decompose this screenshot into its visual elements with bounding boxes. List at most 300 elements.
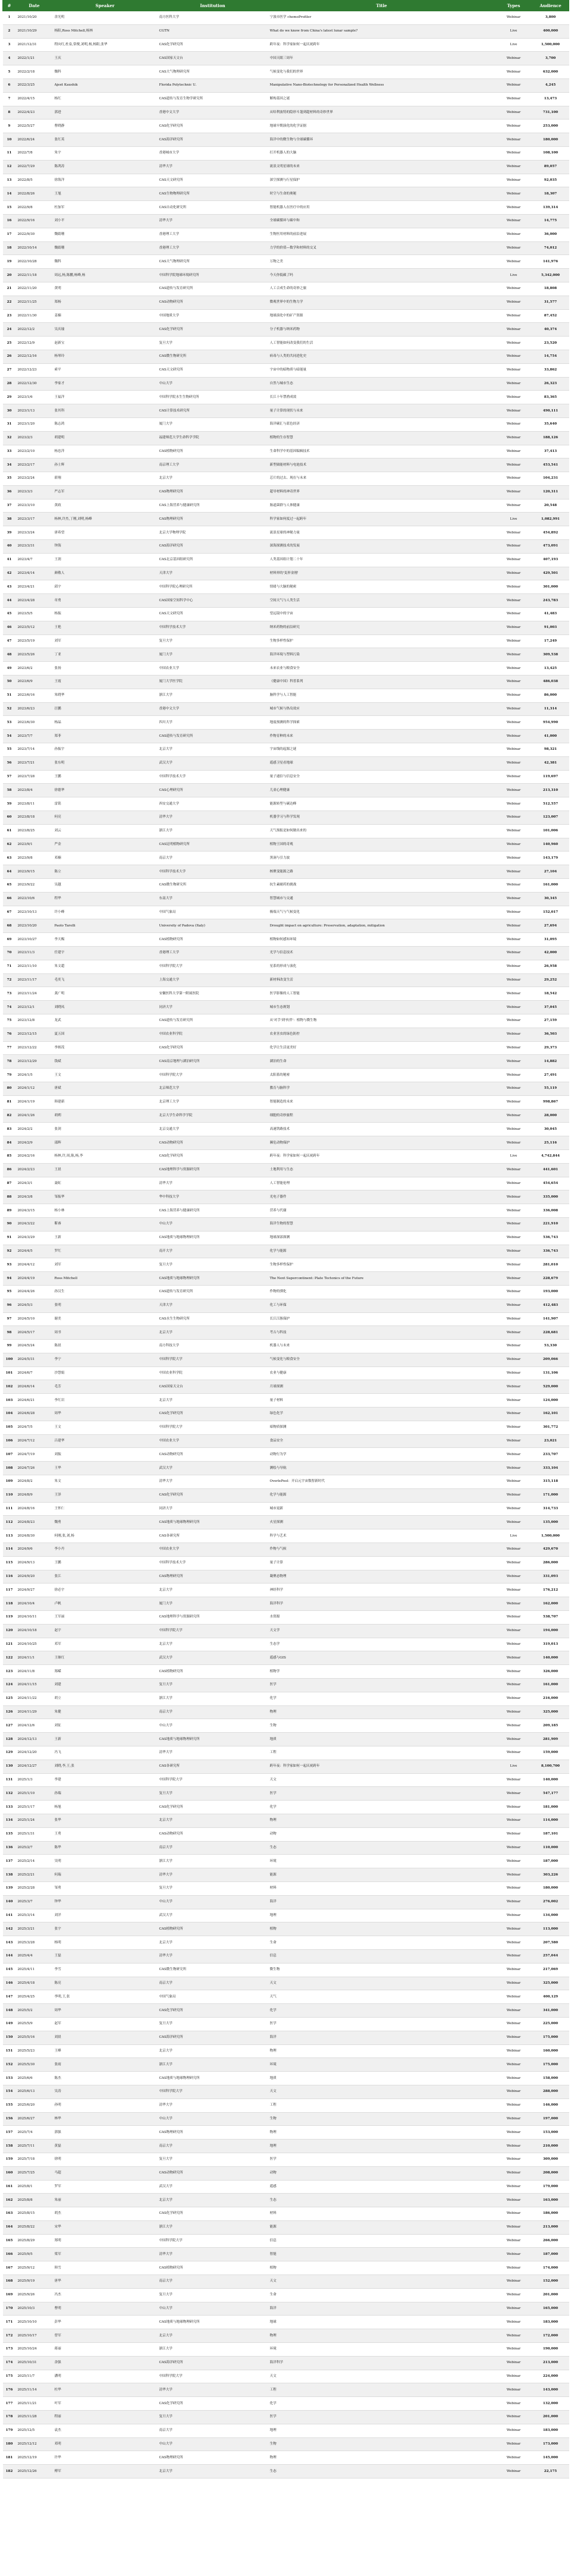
- row-audience: 336,743: [532, 1245, 569, 1258]
- row-institution: CAS化学研究所: [158, 1149, 268, 1163]
- table-row: [3, 2220, 569, 2234]
- row-title: 气候变化与粮食安全: [268, 1353, 495, 1366]
- table-row: [3, 770, 569, 784]
- table-row: [3, 1380, 569, 1394]
- row-date: 2024/1/26: [16, 1109, 53, 1123]
- row-speaker: 王新: [53, 1231, 158, 1245]
- row-speaker: 陈晨: [53, 1340, 158, 1353]
- row-institution: CAS植物研究所: [158, 445, 268, 458]
- row-title: 太阳系的秘密: [268, 1069, 495, 1082]
- row-date: 2023/6/30: [16, 716, 53, 730]
- row-institution: 浙江大学: [158, 1692, 268, 1705]
- table-row: [3, 269, 569, 282]
- row-title: 地理: [268, 2424, 495, 2437]
- row-audience: 33,862: [532, 363, 569, 377]
- row-number: 32: [3, 431, 16, 445]
- row-audience: 162,101: [532, 1408, 569, 1421]
- row-institution: 香港理工大学: [158, 241, 268, 255]
- row-audience: 998,867: [532, 1095, 569, 1109]
- row-date: 2025/5/23: [16, 2044, 53, 2058]
- row-title: 医学: [268, 1679, 495, 1692]
- row-type: Webinar: [495, 1421, 532, 1434]
- row-institution: CAS化学研究所: [158, 120, 268, 133]
- row-audience: 181,000: [532, 1801, 569, 1814]
- row-speaker: 王旭: [53, 187, 158, 201]
- row-type: Webinar: [495, 1922, 532, 1936]
- row-speaker: 曹明: [53, 2302, 158, 2316]
- table-row: [3, 2194, 569, 2207]
- row-audience: 529,000: [532, 1380, 569, 1394]
- table-row: [3, 1299, 569, 1312]
- row-title: 生命科学中的基因编辑技术: [268, 445, 495, 458]
- row-title: 化学与能源: [268, 1488, 495, 1502]
- row-institution: CAS物理研究所: [158, 2451, 268, 2465]
- row-number: 130: [3, 1760, 16, 1773]
- row-speaker: 许华: [53, 2451, 158, 2465]
- row-title: 能源: [268, 2220, 495, 2234]
- row-institution: CAS上海营养与健康研究所: [158, 499, 268, 513]
- table-row: [3, 1611, 569, 1625]
- row-speaker: 孙振宇: [53, 743, 158, 757]
- row-number: 141: [3, 1909, 16, 1922]
- row-title: 遥感: [268, 2180, 495, 2194]
- row-type: Webinar: [495, 2207, 532, 2221]
- row-type: Webinar: [495, 1028, 532, 1041]
- row-date: 2024/2/9: [16, 1136, 53, 1150]
- row-title: 宇宙中的暗物质与暗能量: [268, 363, 495, 377]
- row-type: Webinar: [495, 1217, 532, 1231]
- row-date: 2022/11/30: [16, 309, 53, 323]
- row-speaker: Ross Mitchell: [53, 1272, 158, 1286]
- row-title: 深空探测与行星保护: [268, 174, 495, 187]
- row-type: Webinar: [495, 11, 532, 25]
- row-speaker: 郑明: [53, 2234, 158, 2248]
- table-row: [3, 1123, 569, 1136]
- row-date: 2023/3/24: [16, 526, 53, 540]
- row-speaker: 刘建: [53, 1679, 158, 1692]
- row-number: 31: [3, 417, 16, 431]
- table-row: [3, 1055, 569, 1069]
- row-audience: 243,783: [532, 594, 569, 608]
- row-institution: CAS动物研究所: [158, 1827, 268, 1841]
- row-date: 2022/5/27: [16, 120, 53, 133]
- row-number: 85: [3, 1149, 16, 1163]
- row-speaker: 彭华: [53, 2316, 158, 2329]
- row-speaker: 唐希望: [53, 526, 158, 540]
- row-type: Webinar: [495, 1258, 532, 1272]
- table-row: [3, 608, 569, 621]
- row-date: 2025/10/31: [16, 2356, 53, 2370]
- row-type: Webinar: [495, 2397, 532, 2411]
- row-speaker: 张宇: [53, 1922, 158, 1936]
- row-date: 2023/11/3: [16, 946, 53, 960]
- row-date: 2022/8/26: [16, 187, 53, 201]
- row-speaker: 程丽: [53, 2411, 158, 2424]
- row-institution: CAS天文研究所: [158, 363, 268, 377]
- row-number: 10: [3, 133, 16, 147]
- row-title: 万物之美: [268, 255, 495, 269]
- row-date: 2025/10/3: [16, 2302, 53, 2316]
- row-speaker: 杨晶: [53, 716, 158, 730]
- row-speaker: 张华: [53, 1814, 158, 1827]
- row-audience: 174,000: [532, 2261, 569, 2275]
- row-type: Webinar: [495, 662, 532, 676]
- row-title: 物理: [268, 1705, 495, 1719]
- row-speaker: 严金: [53, 838, 158, 852]
- row-type: Webinar: [495, 1868, 532, 1882]
- row-title: 地球演化中的矿产资源: [268, 309, 495, 323]
- row-title: 天文: [268, 1977, 495, 1990]
- table-row: [3, 662, 569, 676]
- row-speaker: 郭进: [53, 106, 158, 120]
- row-date: 2024/6/14: [16, 1380, 53, 1394]
- row-number: 111: [3, 1502, 16, 1516]
- row-audience: 180,000: [532, 133, 569, 147]
- table-row: [3, 2112, 569, 2126]
- row-audience: 301,772: [532, 1421, 569, 1434]
- row-audience: 335,000: [532, 1190, 569, 1204]
- row-title: 动物: [268, 2166, 495, 2180]
- row-type: Webinar: [495, 2072, 532, 2085]
- row-audience: 4,245: [532, 78, 569, 92]
- row-number: 166: [3, 2248, 16, 2261]
- table-row: [3, 404, 569, 418]
- row-type: Webinar: [495, 756, 532, 770]
- row-speaker: 刘振: [53, 1448, 158, 1462]
- row-number: 139: [3, 1881, 16, 1895]
- row-audience: 303,226: [532, 1868, 569, 1882]
- row-title: 海洋中的微生物与全球碳循环: [268, 133, 495, 147]
- row-institution: 香港中文大学: [158, 702, 268, 716]
- row-number: 123: [3, 1665, 16, 1679]
- row-number: 88: [3, 1190, 16, 1204]
- row-title: 动物: [268, 1827, 495, 1841]
- row-audience: 3,800: [532, 11, 569, 25]
- row-number: 112: [3, 1516, 16, 1529]
- row-date: 2024/5/17: [16, 1326, 53, 1340]
- table-row: [3, 1841, 569, 1855]
- row-type: Webinar: [495, 106, 532, 120]
- row-date: 2022/12/23: [16, 363, 53, 377]
- row-type: Webinar: [495, 1272, 532, 1286]
- row-type: Webinar: [495, 499, 532, 513]
- row-institution: CAS遗传与发育生物学研究所: [158, 92, 268, 106]
- row-speaker: 李炳茂: [53, 1041, 158, 1055]
- row-title: 机器学习与科学发现: [268, 811, 495, 825]
- row-type: Webinar: [495, 1109, 532, 1123]
- row-number: 142: [3, 1922, 16, 1936]
- row-type: Webinar: [495, 1841, 532, 1855]
- row-audience: 143,179: [532, 852, 569, 865]
- table-row: [3, 1326, 569, 1340]
- row-title: 作物育种的未来: [268, 730, 495, 743]
- row-type: Webinar: [495, 567, 532, 580]
- row-number: 103: [3, 1394, 16, 1408]
- row-number: 121: [3, 1638, 16, 1651]
- row-audience: 173,000: [532, 2437, 569, 2451]
- row-date: 2022/12/30: [16, 377, 53, 391]
- row-title: 从'对手'到'伙伴'：植物与微生物: [268, 1014, 495, 1028]
- row-institution: 南京大学: [158, 1705, 268, 1719]
- row-speaker: 唐华: [53, 2275, 158, 2289]
- row-title: 医学: [268, 2153, 495, 2166]
- row-audience: 4,742,844: [532, 1149, 569, 1163]
- row-speaker: 杜华: [53, 2383, 158, 2397]
- row-date: 2023/11/24: [16, 987, 53, 1001]
- row-type: Webinar: [495, 1055, 532, 1069]
- row-title: 地质: [268, 1733, 495, 1746]
- header-number: #: [3, 1, 16, 11]
- row-date: 2025/9/12: [16, 2261, 53, 2275]
- row-institution: 中山大学: [158, 1217, 268, 1231]
- row-title: 核聚变能源之路: [268, 865, 495, 879]
- row-date: 2024/5/31: [16, 1353, 53, 1366]
- row-title: 分子机器与纳米药物: [268, 323, 495, 337]
- row-speaker: 何瑞: [53, 1868, 158, 1882]
- row-title: 新型储能材料与电池技术: [268, 458, 495, 472]
- table-row: [3, 2058, 569, 2072]
- row-number: 24: [3, 323, 16, 337]
- row-number: 56: [3, 756, 16, 770]
- row-type: Webinar: [495, 1679, 532, 1692]
- row-type: Webinar: [495, 743, 532, 757]
- row-audience: 139,314: [532, 201, 569, 215]
- row-number: 157: [3, 2126, 16, 2140]
- row-number: 51: [3, 689, 16, 702]
- table-row: [3, 431, 569, 445]
- row-title: 生物: [268, 2112, 495, 2126]
- header-row: [3, 1, 569, 11]
- row-institution: CAS动物研究所: [158, 1136, 268, 1150]
- row-institution: 安徽医科大学第一附属医院: [158, 987, 268, 1001]
- row-type: Webinar: [495, 1434, 532, 1448]
- row-audience: 120,311: [532, 485, 569, 499]
- row-audience: 333,104: [532, 1462, 569, 1475]
- row-speaker: 刘军: [53, 634, 158, 648]
- row-number: 3: [3, 38, 16, 52]
- table-row: [3, 2424, 569, 2437]
- row-speaker: 胡朔: [53, 1109, 158, 1123]
- row-institution: 天津大学: [158, 1299, 268, 1312]
- table-row: [3, 1001, 569, 1014]
- row-speaker: 王鹏: [53, 1556, 158, 1570]
- row-type: Webinar: [495, 1801, 532, 1814]
- table-row: [3, 865, 569, 879]
- row-number: 136: [3, 1841, 16, 1855]
- row-date: 2024/9/20: [16, 1570, 53, 1584]
- row-title: 肠道菌群与人体健康: [268, 499, 495, 513]
- row-type: Webinar: [495, 1095, 532, 1109]
- row-type: Webinar: [495, 2126, 532, 2140]
- row-institution: Florida Polytechnic U.: [158, 78, 268, 92]
- row-institution: CAS大气物理研究所: [158, 65, 268, 79]
- table-row: [3, 1516, 569, 1529]
- row-audience: 286,000: [532, 1556, 569, 1570]
- row-speaker: Ajeet Kaushik: [53, 78, 158, 92]
- row-date: 2024/11/8: [16, 1665, 53, 1679]
- table-row: [3, 879, 569, 893]
- row-institution: 中国科学院大学: [158, 1624, 268, 1638]
- row-number: 126: [3, 1705, 16, 1719]
- row-speaker: 黄磊: [53, 2140, 158, 2153]
- row-title: 物理: [268, 2126, 495, 2140]
- row-institution: CAS计算技术研究所: [158, 404, 268, 418]
- row-number: 63: [3, 852, 16, 865]
- row-speaker: 周远,杨,陈鹏,杨峰,杨: [53, 269, 158, 282]
- row-audience: 954,990: [532, 716, 569, 730]
- row-speaker: 杨林,许杰,丁刚,刘明,杨峰: [53, 513, 158, 526]
- row-audience: 41,000: [532, 730, 569, 743]
- table-row: [3, 1231, 569, 1245]
- row-speaker: 张东明: [53, 756, 158, 770]
- row-date: 2024/8/2: [16, 1475, 53, 1489]
- row-number: 144: [3, 1949, 16, 1963]
- row-number: 27: [3, 363, 16, 377]
- row-number: 23: [3, 309, 16, 323]
- row-type: Webinar: [495, 648, 532, 662]
- row-audience: 490,111: [532, 404, 569, 418]
- table-row: [3, 2140, 569, 2153]
- table-row: [3, 2234, 569, 2248]
- row-type: Webinar: [495, 1746, 532, 1760]
- row-title: 量子计算的现状与未来: [268, 404, 495, 418]
- row-number: 20: [3, 269, 16, 282]
- table-row: [3, 1502, 569, 1516]
- table-row: [3, 187, 569, 201]
- row-institution: CAS海洋研究所: [158, 133, 268, 147]
- row-date: 2023/7/28: [16, 770, 53, 784]
- row-date: 2023/8/4: [16, 784, 53, 797]
- row-audience: 172,000: [532, 2329, 569, 2343]
- row-number: 83: [3, 1123, 16, 1136]
- row-number: 91: [3, 1231, 16, 1245]
- row-institution: 复旦大学: [158, 1881, 268, 1895]
- row-title: 《健康中国》科普系列: [268, 676, 495, 689]
- row-number: 101: [3, 1366, 16, 1380]
- row-date: 2025/11/14: [16, 2383, 53, 2397]
- row-number: 59: [3, 797, 16, 811]
- row-institution: 浙江大学: [158, 824, 268, 838]
- row-date: 2023/5/5: [16, 608, 53, 621]
- table-row: [3, 1801, 569, 1814]
- row-audience: 92,035: [532, 174, 569, 187]
- row-type: Webinar: [495, 1041, 532, 1055]
- row-number: 164: [3, 2220, 16, 2234]
- row-title: 考古与科技: [268, 1326, 495, 1340]
- row-speaker: 索平: [53, 363, 158, 377]
- row-number: 52: [3, 702, 16, 716]
- row-type: Webinar: [495, 1014, 532, 1028]
- row-type: Webinar: [495, 2166, 532, 2180]
- row-type: Webinar: [495, 377, 532, 391]
- row-institution: 天津大学: [158, 567, 268, 580]
- table-row: [3, 1069, 569, 1082]
- row-date: 2023/10/20: [16, 919, 53, 933]
- row-speaker: 谢美: [53, 1312, 158, 1326]
- row-audience: 28,000: [532, 1109, 569, 1123]
- row-number: 150: [3, 2031, 16, 2044]
- row-institution: 浙江大学: [158, 1855, 268, 1868]
- table-row: [3, 445, 569, 458]
- table-row: [3, 1570, 569, 1584]
- row-type: Webinar: [495, 1949, 532, 1963]
- row-date: 2025/12/5: [16, 2424, 53, 2437]
- row-audience: 217,069: [532, 1963, 569, 1977]
- row-type: Webinar: [495, 2220, 532, 2234]
- table-row: [3, 174, 569, 187]
- table-row: [3, 513, 569, 526]
- row-institution: CAS化学研究所: [158, 2004, 268, 2018]
- row-audience: 140,000: [532, 1651, 569, 1665]
- webinar-table: [2, 0, 569, 2478]
- table-row: [3, 1746, 569, 1760]
- row-number: 68: [3, 919, 16, 933]
- row-number: 94: [3, 1272, 16, 1286]
- row-type: Webinar: [495, 146, 532, 160]
- row-date: 2023/9/15: [16, 865, 53, 879]
- row-type: Webinar: [495, 540, 532, 554]
- row-title: 地球早期演化的化学证据: [268, 120, 495, 133]
- row-date: 2025/9/26: [16, 2288, 53, 2302]
- row-type: Webinar: [495, 919, 532, 933]
- row-institution: 中国农业大学: [158, 1543, 268, 1557]
- table-row: [3, 417, 569, 431]
- row-number: 34: [3, 458, 16, 472]
- row-title: 信息: [268, 2234, 495, 2248]
- row-number: 140: [3, 1895, 16, 1909]
- row-audience: 165,000: [532, 2302, 569, 2316]
- row-audience: 29,373: [532, 1041, 569, 1055]
- row-speaker: 汪鹏: [53, 702, 158, 716]
- row-number: 173: [3, 2343, 16, 2357]
- row-institution: CAS各研究所: [158, 1760, 268, 1773]
- row-speaker: 吴明: [53, 1855, 158, 1868]
- row-audience: 309,000: [532, 2153, 569, 2166]
- table-row: [3, 946, 569, 960]
- table-row: [3, 1109, 569, 1123]
- row-speaker: 钱斌: [53, 1055, 158, 1069]
- table-row: [3, 743, 569, 757]
- row-type: Webinar: [495, 2383, 532, 2397]
- row-audience: 336,008: [532, 1204, 569, 1218]
- table-row: [3, 2356, 569, 2370]
- table-row: [3, 987, 569, 1001]
- row-institution: CAS化学研究所: [158, 38, 268, 52]
- table-row: [3, 1448, 569, 1462]
- row-title: 生态: [268, 2194, 495, 2207]
- row-speaker: 杨林,许,周,陈,杨,李: [53, 1149, 158, 1163]
- row-audience: 27,104: [532, 865, 569, 879]
- row-title: OverlePool：开启元宇宙数智新时代: [268, 1475, 495, 1489]
- row-type: Webinar: [495, 1285, 532, 1299]
- row-type: Webinar: [495, 1299, 532, 1312]
- row-number: 9: [3, 120, 16, 133]
- table-row: [3, 78, 569, 92]
- row-title: Manipulative Nano-Biotechnology for Personalized Health Wellness: [268, 78, 495, 92]
- row-number: 40: [3, 540, 16, 554]
- row-title: 量子计算: [268, 1556, 495, 1570]
- row-number: 72: [3, 973, 16, 987]
- row-audience: 536,743: [532, 1231, 569, 1245]
- row-audience: 26,323: [532, 377, 569, 391]
- row-type: Webinar: [495, 1556, 532, 1570]
- row-number: 45: [3, 608, 16, 621]
- table-row: [3, 1679, 569, 1692]
- row-title: 月球探测: [268, 1380, 495, 1394]
- table-row: [3, 499, 569, 513]
- row-institution: 北京大学: [158, 1814, 268, 1827]
- row-speaker: 邓明: [53, 2437, 158, 2451]
